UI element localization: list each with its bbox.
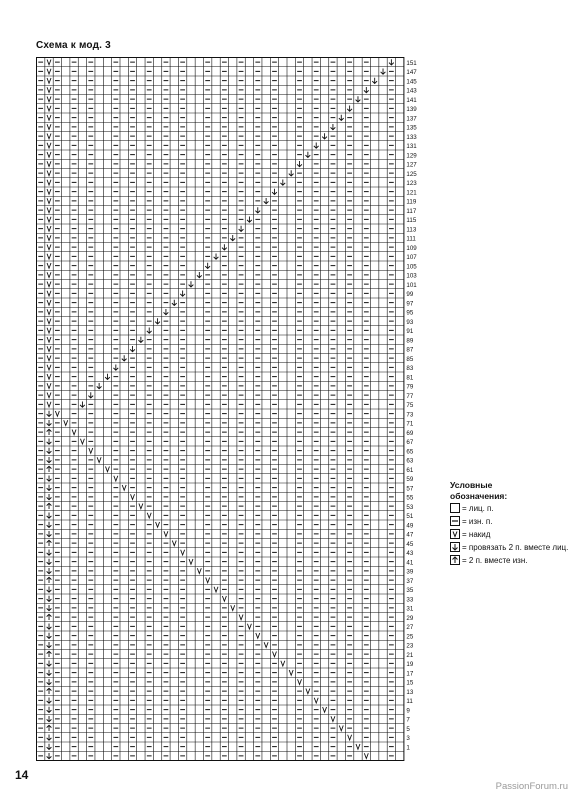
row-number: 147 <box>406 69 417 77</box>
row-number: 33 <box>406 596 414 604</box>
row-number: 117 <box>406 207 417 215</box>
row-number: 113 <box>406 226 417 234</box>
row-number: 83 <box>406 365 414 373</box>
row-number: 79 <box>406 383 414 391</box>
row-number: 29 <box>406 614 414 622</box>
row-number: 85 <box>406 355 414 363</box>
page-number: 14 <box>15 768 29 782</box>
row-number: 89 <box>406 337 414 345</box>
legend-item-yarn-over <box>450 528 570 541</box>
legend-label-purl: = изн. п. <box>462 517 493 526</box>
row-number: 73 <box>406 411 414 419</box>
row-number: 13 <box>406 688 414 696</box>
row-number: 61 <box>406 466 414 474</box>
row-number: 53 <box>406 503 414 511</box>
row-number: 97 <box>406 300 414 308</box>
row-number: 115 <box>406 217 417 225</box>
row-number: 7 <box>406 716 410 724</box>
row-number: 137 <box>406 115 417 123</box>
yarn-over-icon <box>450 529 460 539</box>
legend-label-knit: = лиц. п. <box>462 504 494 513</box>
row-number: 49 <box>406 522 414 530</box>
row-number: 47 <box>406 531 414 539</box>
row-number: 109 <box>406 244 417 252</box>
row-number: 69 <box>406 429 414 437</box>
row-number: 41 <box>406 559 414 567</box>
row-number: 129 <box>406 152 417 160</box>
row-number: 75 <box>406 402 414 410</box>
row-number: 57 <box>406 485 414 493</box>
row-number: 1 <box>406 744 410 752</box>
row-number: 27 <box>406 624 414 632</box>
row-number: 143 <box>406 87 417 95</box>
row-number: 3 <box>406 735 410 743</box>
row-number: 71 <box>406 420 414 428</box>
row-number: 11 <box>406 698 413 706</box>
row-number: 77 <box>406 392 414 400</box>
row-number: 23 <box>406 642 414 650</box>
row-number: 93 <box>406 318 414 326</box>
row-number: 131 <box>406 143 417 151</box>
row-number: 151 <box>406 59 417 67</box>
legend-item-p2tog <box>450 554 570 567</box>
row-number: 67 <box>406 439 414 447</box>
row-number: 81 <box>406 374 414 382</box>
knitting-chart <box>36 57 446 761</box>
row-number: 43 <box>406 550 414 558</box>
row-number: 91 <box>406 328 414 336</box>
row-number: 31 <box>406 605 414 613</box>
row-number: 15 <box>406 679 414 687</box>
row-number: 17 <box>406 670 414 678</box>
legend-heading: Условные <box>450 480 493 490</box>
row-number: 45 <box>406 540 414 548</box>
row-number: 135 <box>406 124 417 132</box>
row-number: 103 <box>406 272 417 280</box>
purl-stitch-icon <box>450 516 460 526</box>
legend <box>450 480 570 567</box>
legend-label-k2tog: = провязать 2 п. вместе лиц. <box>462 543 569 552</box>
row-number: 63 <box>406 457 414 465</box>
row-number: 145 <box>406 78 417 86</box>
row-number: 123 <box>406 180 417 188</box>
legend-item-knit <box>450 502 570 515</box>
row-number: 35 <box>406 587 414 595</box>
row-number: 141 <box>406 96 417 104</box>
legend-label-p2tog: = 2 п. вместе изн. <box>462 556 528 565</box>
knit-two-together-icon <box>450 542 460 552</box>
row-number: 5 <box>406 725 410 733</box>
legend-label-yarn-over: = накид <box>462 530 491 539</box>
row-number: 19 <box>406 661 414 669</box>
legend-item-purl <box>450 515 570 528</box>
row-number: 37 <box>406 577 414 585</box>
row-number: 21 <box>406 651 414 659</box>
legend-item-k2tog <box>450 541 570 554</box>
legend-heading-2: обозначения: <box>450 491 508 501</box>
row-number: 121 <box>406 189 417 197</box>
row-number: 87 <box>406 346 414 354</box>
row-number: 9 <box>406 707 410 715</box>
row-number: 59 <box>406 476 414 484</box>
watermark: PassionForum.ru <box>495 781 568 792</box>
row-number: 39 <box>406 568 414 576</box>
row-number: 127 <box>406 161 417 169</box>
chart-title: Схема к мод. 3 <box>36 40 111 51</box>
row-number: 133 <box>406 133 417 141</box>
row-number: 101 <box>406 281 417 289</box>
row-number: 111 <box>406 235 416 243</box>
row-number: 107 <box>406 254 417 262</box>
purl-two-together-icon <box>450 555 460 565</box>
row-number: 99 <box>406 291 414 299</box>
row-number: 139 <box>406 106 417 114</box>
row-number: 51 <box>406 513 414 521</box>
row-number: 95 <box>406 309 414 317</box>
row-number: 125 <box>406 170 417 178</box>
row-number: 105 <box>406 263 417 271</box>
row-number: 119 <box>406 198 417 206</box>
knit-stitch-icon <box>450 503 460 513</box>
row-number: 65 <box>406 448 414 456</box>
row-number: 55 <box>406 494 414 502</box>
row-number: 25 <box>406 633 414 641</box>
